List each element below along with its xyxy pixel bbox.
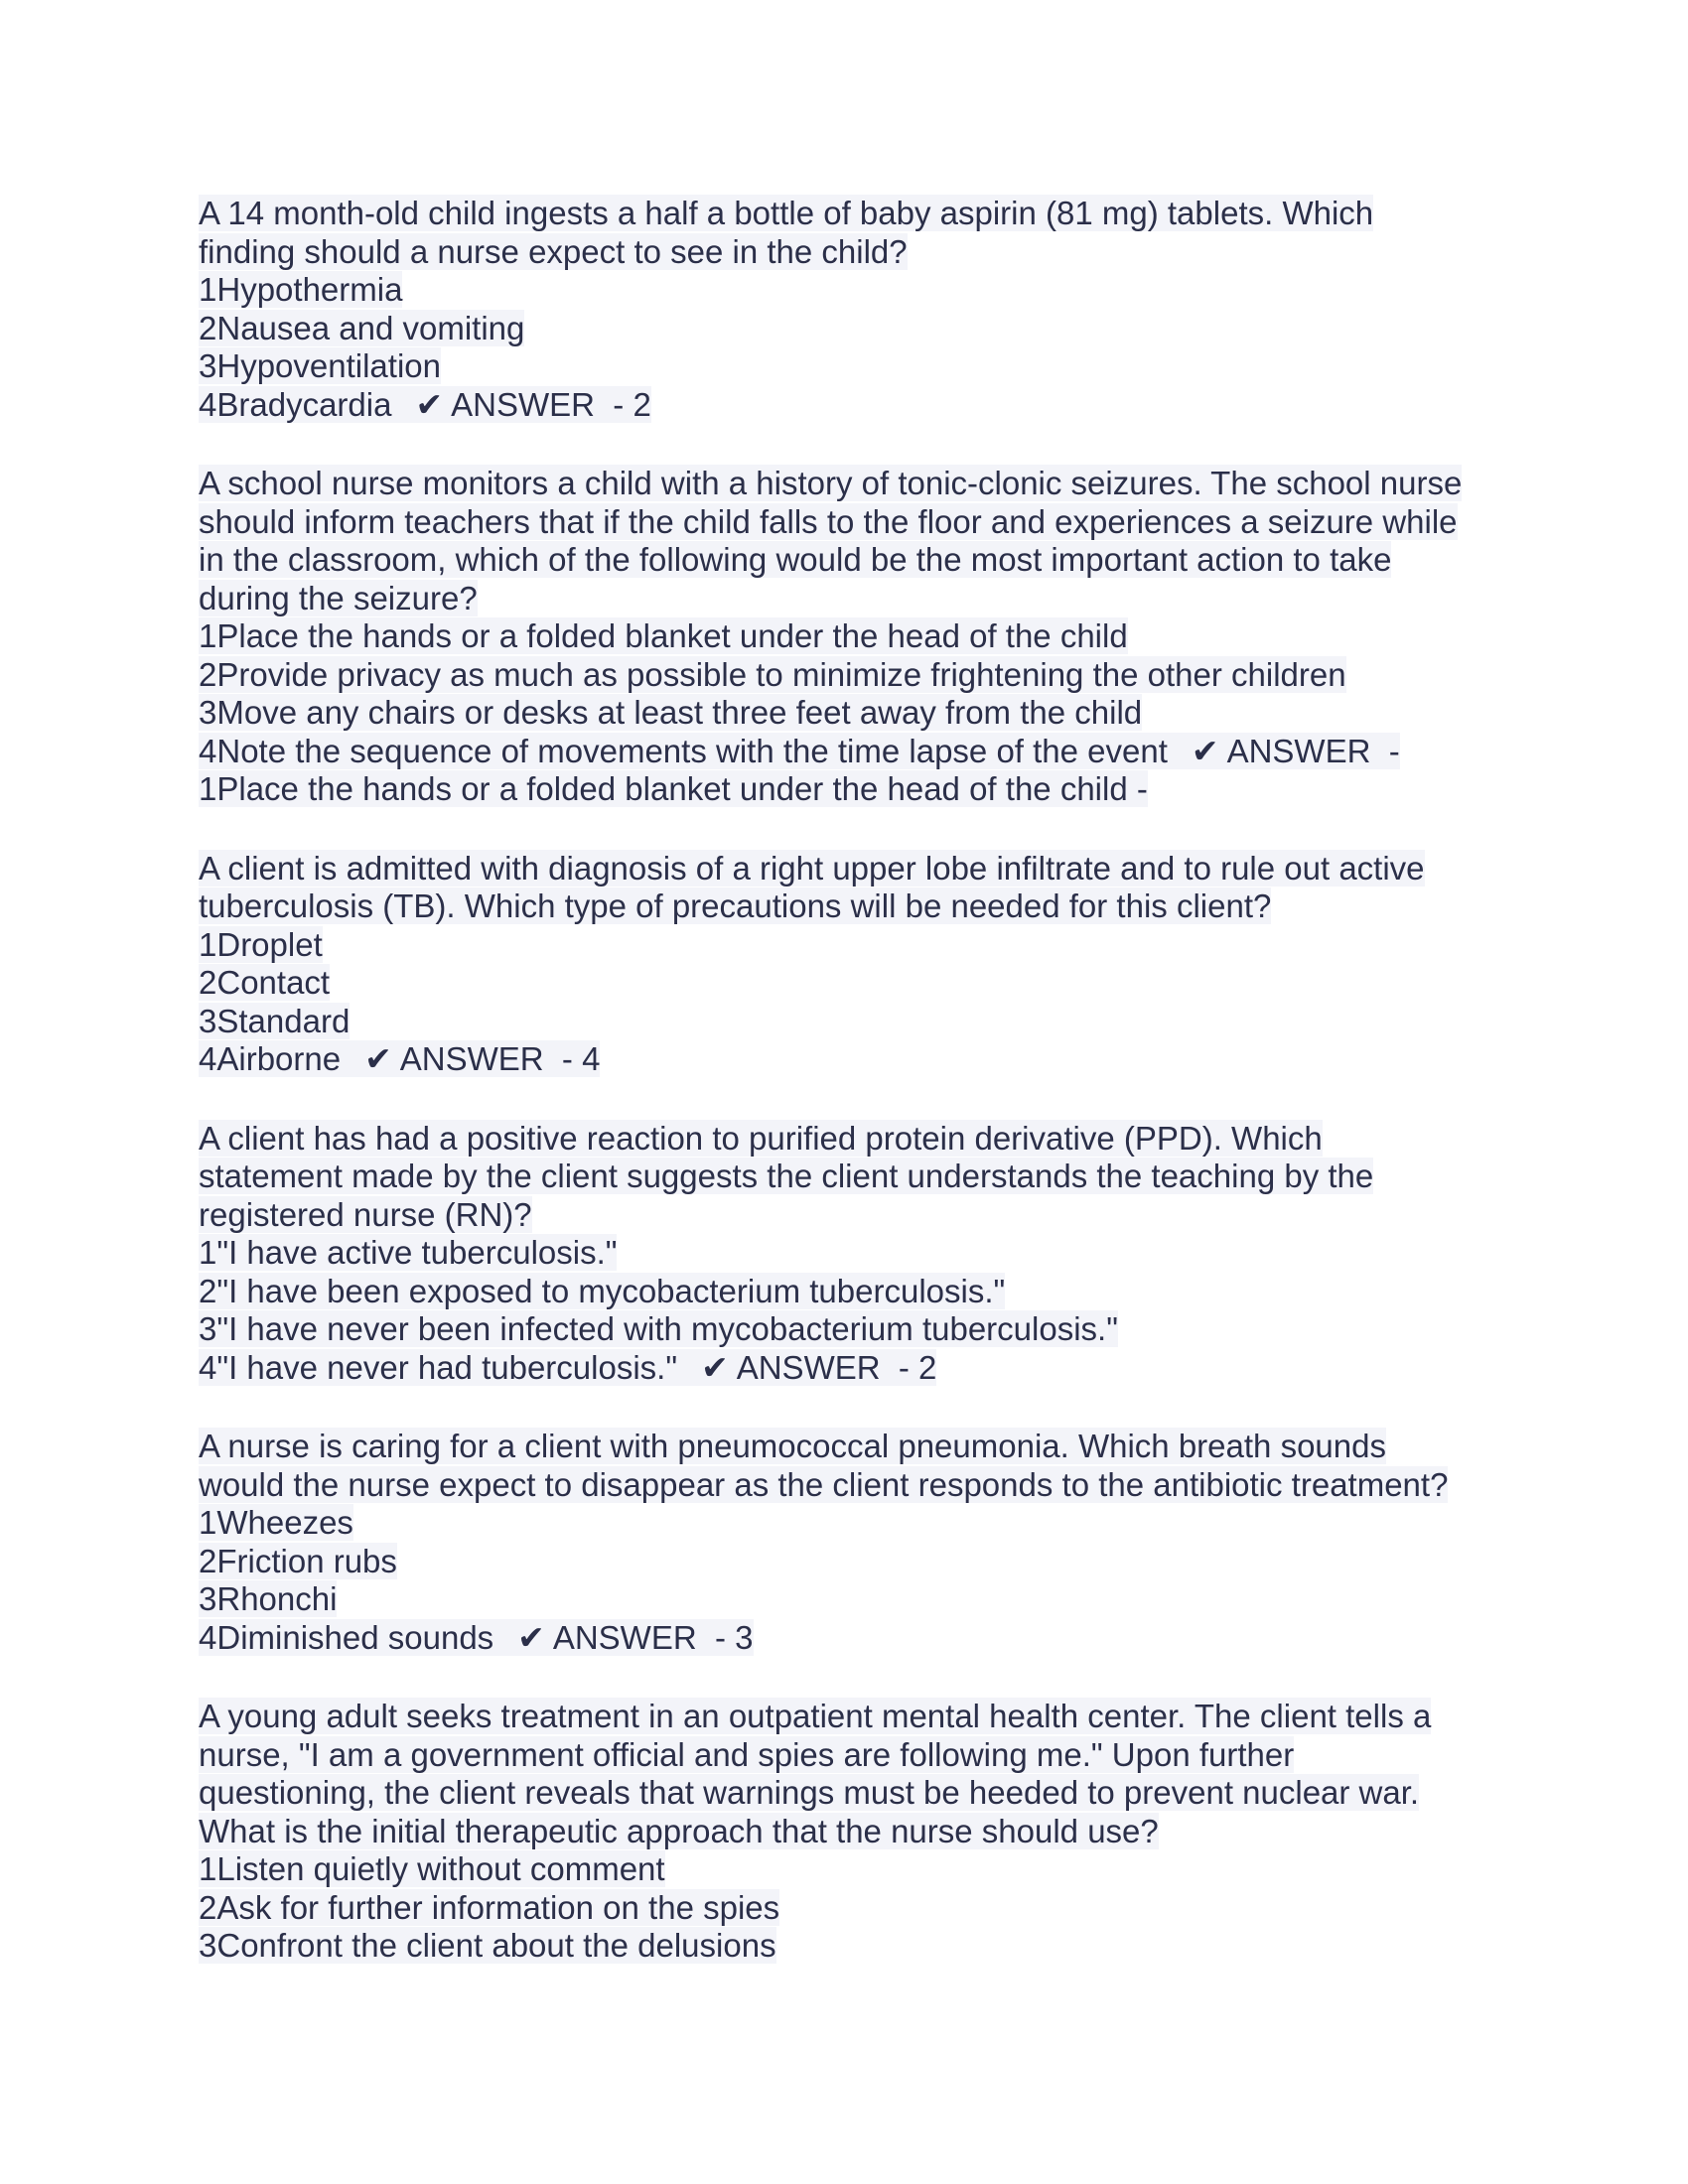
answer-key: ANSWER - 2	[736, 1348, 937, 1386]
question-stem-line: in the classroom, which of the following would be the most important action to take	[199, 541, 1392, 578]
question-stem-line: would the nurse expect to disappear as the client responds to the antibiotic treatment?	[199, 1465, 1449, 1503]
checkmark-icon: ✔	[517, 1618, 545, 1656]
answer-option: 2Friction rubs	[199, 1542, 397, 1579]
answer-continuation: 1Place the hands or a folded blanket under the head of the child -	[199, 770, 1148, 807]
checkmark-icon: ✔	[701, 1348, 729, 1386]
answer-option: 2"I have been exposed to mycobacterium tuberculosis."	[199, 1272, 1006, 1309]
question-stem-line: registered nurse (RN)?	[199, 1195, 532, 1233]
answer-option: 1Droplet	[199, 925, 323, 963]
answer-key: ANSWER - 2	[451, 385, 651, 423]
question-stem-line: tuberculosis (TB). Which type of precautions will be needed for this client?	[199, 887, 1272, 924]
question-stem-line: questioning, the client reveals that warnings must be heeded to prevent nuclear war.	[199, 1774, 1420, 1811]
question-block-3	[199, 850, 1509, 1079]
answer-option: 3"I have never been infected with mycobacterium tuberculosis."	[199, 1310, 1118, 1347]
answer-option: 3Rhonchi	[199, 1580, 338, 1617]
question-stem-line: A 14 month-old child ingests a half a bottle of baby aspirin (81 mg) tablets. Which	[199, 195, 1374, 231]
question-block-1	[199, 195, 1509, 424]
document-page	[199, 195, 1509, 2006]
answer-key: ANSWER - 3	[552, 1618, 754, 1656]
answer-option: 3Standard	[199, 1002, 351, 1039]
question-stem-line: finding should a nurse expect to see in the child?	[199, 232, 908, 270]
question-block-5	[199, 1428, 1509, 1657]
answer-option: 1Listen quietly without comment	[199, 1850, 665, 1887]
answer-option: 2Ask for further information on the spies	[199, 1888, 780, 1926]
answer-option: 1Hypothermia	[199, 271, 403, 308]
question-block-4	[199, 1120, 1509, 1388]
question-stem-line: should inform teachers that if the child falls to the floor and experiences a seizure while	[199, 502, 1458, 540]
question-stem-line: What is the initial therapeutic approach that the nurse should use?	[199, 1812, 1159, 1849]
answer-option: 1Wheezes	[199, 1504, 353, 1541]
answer-option: 3Confront the client about the delusions	[199, 1927, 776, 1964]
question-stem-line: A client is admitted with diagnosis of a right upper lobe infiltrate and to rule out active	[199, 849, 1425, 887]
question-stem-line: during the seizure?	[199, 579, 478, 616]
answer-option-with-answer: 4"I have never had tuberculosis." ✔ ANSWER - 2	[199, 1348, 937, 1386]
checkmark-icon: ✔	[1191, 732, 1219, 769]
answer-option: 2Provide privacy as much as possible to minimize frightening the other children	[199, 655, 1346, 693]
answer-option: 1Place the hands or a folded blanket under the head of the child	[199, 617, 1128, 654]
answer-option-with-answer: 4Diminished sounds ✔ ANSWER - 3	[199, 1618, 754, 1656]
answer-option-with-answer: 4Bradycardia ✔ ANSWER - 2	[199, 385, 651, 423]
answer-option: 3Move any chairs or desks at least three feet away from the child	[199, 694, 1143, 731]
question-stem-line: statement made by the client suggests the client understands the teaching by the	[199, 1158, 1374, 1194]
answer-option-with-answer: 4Airborne ✔ ANSWER - 4	[199, 1040, 601, 1077]
question-block-2	[199, 465, 1509, 809]
answer-option: 1"I have active tuberculosis."	[199, 1234, 618, 1271]
answer-option: 2Nausea and vomiting	[199, 309, 525, 346]
checkmark-icon: ✔	[364, 1040, 392, 1077]
answer-key: ANSWER - 4	[399, 1040, 601, 1077]
answer-option: 3Hypoventilation	[199, 347, 441, 384]
answer-option: 2Contact	[199, 964, 331, 1001]
checkmark-icon: ✔	[415, 385, 444, 423]
answer-key: ANSWER -	[1226, 732, 1400, 769]
question-stem-line: nurse, "I am a government official and spies are following me." Upon further	[199, 1735, 1295, 1773]
question-stem-line: A nurse is caring for a client with pneumococcal pneumonia. Which breath sounds	[199, 1428, 1386, 1464]
answer-option-with-answer: 4Note the sequence of movements with the time lapse of the event ✔ ANSWER -	[199, 732, 1400, 769]
question-block-6	[199, 1698, 1509, 1966]
question-stem-line: A young adult seeks treatment in an outpatient mental health center. The client tells a	[199, 1698, 1432, 1734]
question-stem-line: A school nurse monitors a child with a history of tonic-clonic seizures. The school nurse	[199, 465, 1463, 501]
question-stem-line: A client has had a positive reaction to purified protein derivative (PPD). Which	[199, 1119, 1323, 1157]
